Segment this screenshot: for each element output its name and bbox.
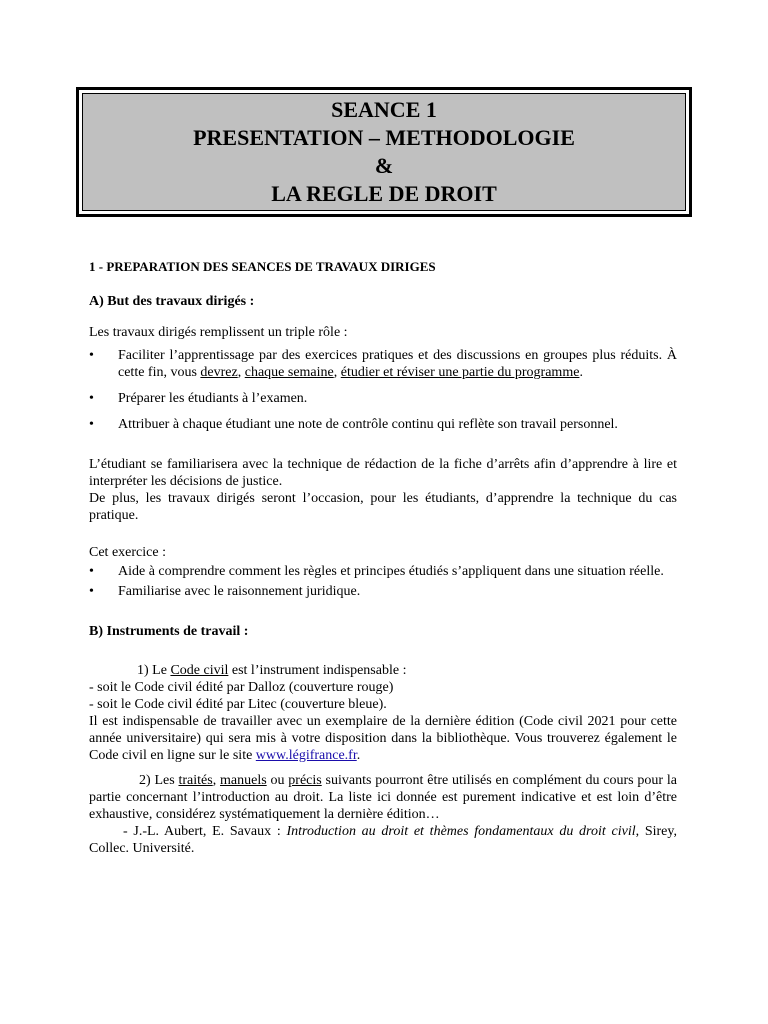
list-item: • Aide à comprendre comment les règles et principes étudiés s’appliquent dans une situation réelle.: [89, 563, 677, 580]
document-body: [89, 258, 677, 857]
title-line-4: LA REGLE DE DROIT: [271, 181, 497, 206]
underlined-text: devrez: [200, 365, 238, 380]
section-heading: 1 - PREPARATION DES SEANCES DE TRAVAUX DIRIGES: [89, 259, 436, 274]
title-line-1: SEANCE 1: [331, 97, 437, 122]
paragraph: Il est indispensable de travailler avec un exemplaire de la dernière édition (Code civil 2021 pour cette année universitaire) qui sera mis à votre disposition dans la bibliothèque. Vous trouverez également le Code civil en ligne sur le site www.légifrance.fr.: [89, 714, 677, 763]
edition-line: - soit le Code civil édité par Litec (couverture bleue).: [89, 697, 387, 712]
underlined-text: traités: [178, 773, 213, 788]
title-box-inner: [82, 93, 686, 211]
list-item: • Préparer les étudiants à l’examen.: [89, 390, 677, 407]
exercise-intro: Cet exercice :: [89, 545, 166, 560]
subsection-heading-b: B) Instruments de travail :: [89, 624, 249, 639]
paragraph: L’étudiant se familiarisera avec la technique de rédaction de la fiche d’arrêts afin d’apprendre à lire et interpréter les décisions de justice.: [89, 457, 677, 489]
title-line-3: &: [374, 153, 394, 178]
list-item: • Attribuer à chaque étudiant une note de contrôle continu qui reflète son travail personnel.: [89, 416, 677, 433]
underlined-text: chaque semaine: [244, 365, 334, 380]
book-title: Introduction au droit et thèmes fondamentaux du droit civil: [286, 824, 636, 839]
title-line-2: PRESENTATION – METHODOLOGIE: [193, 125, 575, 150]
legifrance-link[interactable]: www.légifrance.fr: [255, 748, 357, 763]
reference-item: - J.-L. Aubert, E. Savaux : Introduction au droit et thèmes fondamentaux du droit civil, Sirey, Collec. Université.: [89, 824, 677, 856]
list-item: • Faciliter l’apprentissage par des exercices pratiques et des discussions en groupes plus réduits. À cette fin, vous devrez, chaque semaine, étudier et réviser une partie du programme.: [89, 347, 677, 381]
edition-line: - soit le Code civil édité par Dalloz (couverture rouge): [89, 680, 394, 695]
underlined-text: précis: [288, 773, 322, 788]
subsection-heading-a: A) But des travaux dirigés :: [89, 294, 255, 309]
role-list: [89, 347, 677, 433]
title-box: [76, 87, 692, 217]
underlined-text: étudier et réviser une partie du programme: [340, 365, 580, 380]
instrument-item-1: 1) Le Code civil est l’instrument indispensable :: [137, 663, 407, 678]
instrument-item-2: 2) Les traités, manuels ou précis suivants pourront être utilisés en complément du cours pour la partie concernant l’introduction au droit. La liste ici donnée est purement indicative et est loin d’être exhaustive, considérez systématiquement la dernière édition…: [89, 773, 677, 822]
underlined-text: Code civil: [170, 663, 229, 678]
intro-text: Les travaux dirigés remplissent un triple rôle :: [89, 325, 348, 340]
list-item: • Familiarise avec le raisonnement juridique.: [89, 583, 677, 600]
exercise-list: [89, 563, 677, 600]
paragraph: De plus, les travaux dirigés seront l’occasion, pour les étudiants, d’apprendre la technique du cas pratique.: [89, 491, 677, 523]
underlined-text: manuels: [220, 773, 267, 788]
